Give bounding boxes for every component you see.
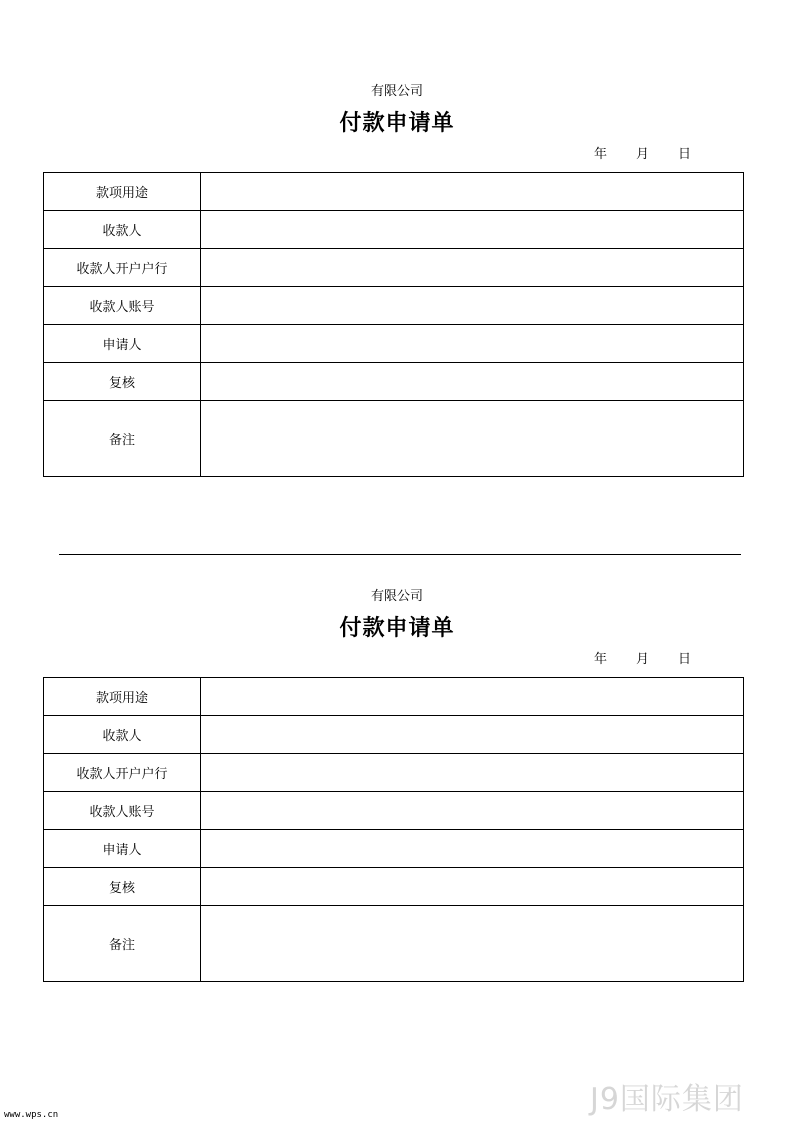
field-remarks[interactable]	[201, 401, 744, 477]
row-label-applicant: 申请人	[44, 830, 201, 868]
row-label-payee-account: 收款人账号	[44, 287, 201, 325]
date-day-label: 日	[678, 652, 692, 667]
table-row	[44, 211, 744, 249]
row-label-reviewer: 复核	[44, 363, 201, 401]
field-applicant[interactable]	[201, 325, 744, 363]
date-line	[594, 648, 691, 667]
row-label-payee: 收款人	[44, 211, 201, 249]
field-payee-bank[interactable]	[201, 754, 744, 792]
company-name: 有限公司	[370, 589, 423, 604]
field-payee-bank[interactable]	[201, 249, 744, 287]
table-row	[44, 325, 744, 363]
table-row	[44, 249, 744, 287]
row-label-applicant: 申请人	[44, 325, 201, 363]
field-purpose[interactable]	[201, 173, 744, 211]
field-purpose[interactable]	[201, 678, 744, 716]
table-row	[44, 287, 744, 325]
row-label-reviewer: 复核	[44, 868, 201, 906]
cut-line-divider	[59, 554, 741, 555]
table-row	[44, 716, 744, 754]
date-year-label: 年	[594, 147, 608, 162]
table-row	[44, 906, 744, 982]
field-payee[interactable]	[201, 716, 744, 754]
field-reviewer[interactable]	[201, 868, 744, 906]
field-payee[interactable]	[201, 211, 744, 249]
form-table	[43, 172, 744, 477]
row-label-payee-bank: 收款人开户户行	[44, 249, 201, 287]
table-row	[44, 173, 744, 211]
field-remarks[interactable]	[201, 906, 744, 982]
field-payee-account[interactable]	[201, 287, 744, 325]
form-table	[43, 677, 744, 982]
footer-url: www.wps.cn	[4, 1110, 59, 1120]
form-title: 付款申请单	[339, 615, 455, 641]
row-label-purpose: 款项用途	[44, 173, 201, 211]
row-label-payee-account: 收款人账号	[44, 792, 201, 830]
form-title: 付款申请单	[339, 110, 455, 136]
date-month-label: 月	[636, 652, 650, 667]
date-day-label: 日	[678, 147, 692, 162]
date-month-label: 月	[636, 147, 650, 162]
row-label-remarks: 备注	[44, 401, 201, 477]
watermark: J9国际集团	[590, 1082, 744, 1117]
table-row	[44, 830, 744, 868]
table-row	[44, 678, 744, 716]
table-row	[44, 754, 744, 792]
table-row	[44, 792, 744, 830]
date-year-label: 年	[594, 652, 608, 667]
row-label-payee-bank: 收款人开户户行	[44, 754, 201, 792]
table-row	[44, 868, 744, 906]
company-name: 有限公司	[370, 84, 423, 99]
row-label-payee: 收款人	[44, 716, 201, 754]
field-payee-account[interactable]	[201, 792, 744, 830]
table-row	[44, 363, 744, 401]
date-line	[594, 143, 691, 162]
field-applicant[interactable]	[201, 830, 744, 868]
row-label-purpose: 款项用途	[44, 678, 201, 716]
table-row	[44, 401, 744, 477]
field-reviewer[interactable]	[201, 363, 744, 401]
row-label-remarks: 备注	[44, 906, 201, 982]
